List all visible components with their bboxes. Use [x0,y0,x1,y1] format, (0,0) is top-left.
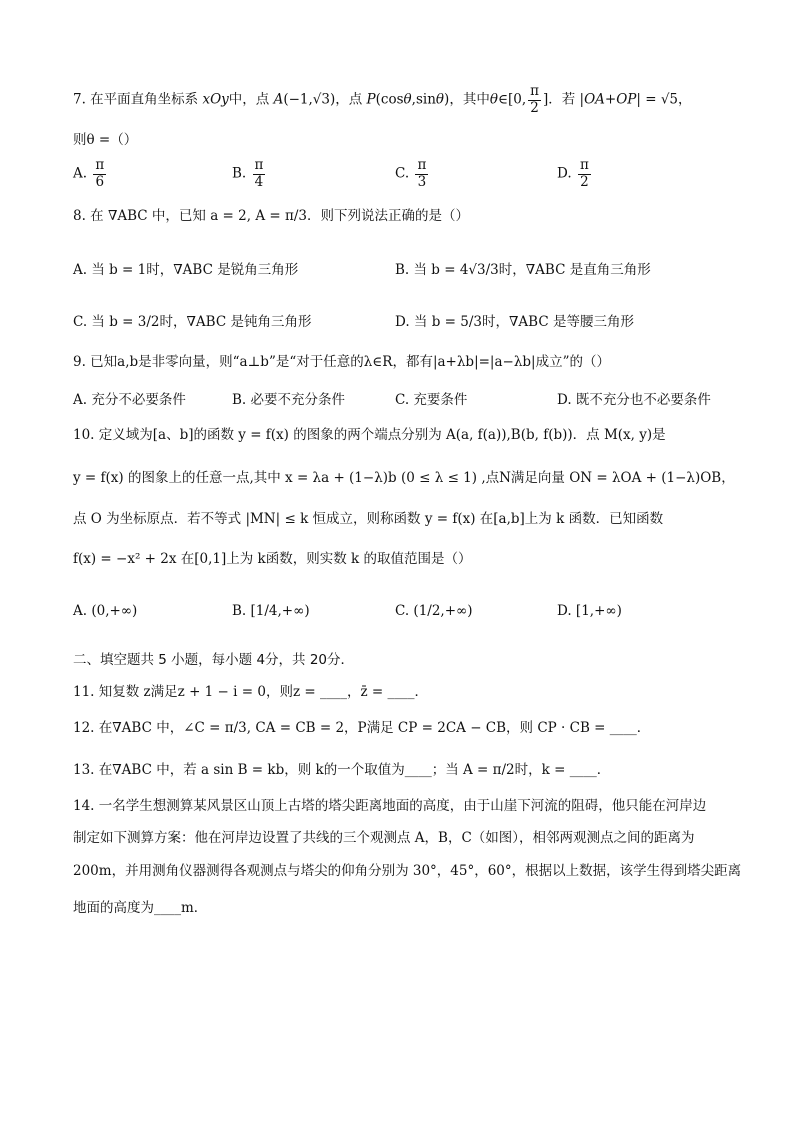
frac-numerator: π [95,157,105,173]
q8-stem: 8. 在 ∇ABC 中，已知 a = 2, A = π/3．则下列说法正确的是（） [73,208,469,224]
section-heading-fill-in: 二、填空题共 5 小题，每小题 4分，共 20分． [73,652,355,668]
q12-text: 12. 在∇ABC 中，∠C = π/3, CA = CB = 2，P满足 CP = 2CA − CB，则 CP · CB = ____． [73,720,651,736]
q7-option-a[interactable] [73,158,108,190]
q10-line3: 点 O 为坐标原点．若不等式 |MN| ≤ k 恒成立，则称函数 y = f(x) 在[a,b]上为 k 函数．已知函数 [73,511,664,527]
option-label: A. [73,165,88,182]
frac-denominator: 3 [417,173,427,190]
q9-option-c[interactable]: C. 充要条件 [395,392,468,408]
q10-option-a[interactable]: A. (0,+∞) [73,603,138,619]
frac-denominator: 2 [580,173,589,190]
q14-line2: 制定如下测算方案：他在河岸边设置了共线的三个观测点 A，B，C（如图），相邻两观测点之间的距离为 [73,830,695,846]
q9-option-d[interactable]: D. 既不充分也不必要条件 [557,392,711,408]
q10-line4: f(x) = −x² + 2x 在[0,1]上为 k函数，则实数 k 的取值范围是（） [73,551,472,567]
q7-stem-line2: 则θ =（） [73,132,138,148]
q13-text: 13. 在∇ABC 中，若 a sin B = kb，则 k的一个取值为____；当 A = π/2时，k = ____． [73,762,611,778]
frac-denominator: 4 [254,173,264,190]
q14-line3: 200m，并用测角仪器测得各观测点与塔尖的仰角分别为 30°，45°，60°，根据以上数据，该学生得到塔尖距离 [73,863,742,879]
q10-option-d[interactable]: D. [1,+∞) [557,603,622,619]
q9-option-b[interactable]: B. 必要不充分条件 [232,392,346,408]
option-label: B. [232,165,247,182]
frac-numerator: π [417,157,427,173]
q8-option-a[interactable]: A. 当 b = 1时，∇ABC 是锐角三角形 [73,262,299,278]
q8-option-b[interactable]: B. 当 b = 4√3/3时，∇ABC 是直角三角形 [395,262,651,278]
option-label: C. [395,165,410,182]
option-label: D. [557,165,572,182]
q11-text: 11. 知复数 z满足z + 1 − i = 0，则z = ____，z̄ = ____． [73,684,428,700]
frac-numerator: π [579,157,589,173]
q10-line1: 10. 定义域为[a、b]的函数 y = f(x) 的图象的两个端点分别为 A(a, f(a)),B(b, f(b))．点 M(x, y)是 [73,427,666,443]
frac-denominator: 6 [95,173,105,190]
q10-option-b[interactable]: B. [1/4,+∞) [232,603,310,619]
q9-stem: 9. 已知a,b是非零向量，则“a⊥b”是“对于任意的λ∈R，都有|a+λb|=|a−λb|成立”的（） [73,354,610,370]
q9-option-a[interactable]: A. 充分不必要条件 [73,392,186,408]
q7-option-c[interactable] [395,158,430,190]
q8-option-c[interactable]: C. 当 b = 3/2时，∇ABC 是钝角三角形 [73,314,312,330]
q7-stem-line1: 7. 在平面直角坐标系 xOy中，点 A(−1,√3)，点 P(cosθ,sinθ)，其中θ∈[0, $\frac{\pi}{2}$ ]．若 |OA+OP| = √5， [73,83,692,116]
q8-option-d[interactable]: D. 当 b = 5/3时，∇ABC 是等腰三角形 [395,314,634,330]
q10-option-c[interactable]: C. (1/2,+∞) [395,603,473,619]
q10-line2: y = f(x) 的图象上的任意一点,其中 x = λa + (1−λ)b (0 ≤ λ ≤ 1) ,点N满足向量 ON = λOA + (1−λ)OB， [73,470,735,486]
q7-option-d[interactable] [557,158,593,190]
q14-line4: 地面的高度为____m． [73,900,208,916]
q14-line1: 14. 一名学生想测算某风景区山顶上古塔的塔尖距离地面的高度，由于山崖下河流的阻碍，他只能在河岸边 [73,798,707,814]
frac-numerator: π [254,157,264,173]
q7-option-b[interactable] [232,158,267,190]
